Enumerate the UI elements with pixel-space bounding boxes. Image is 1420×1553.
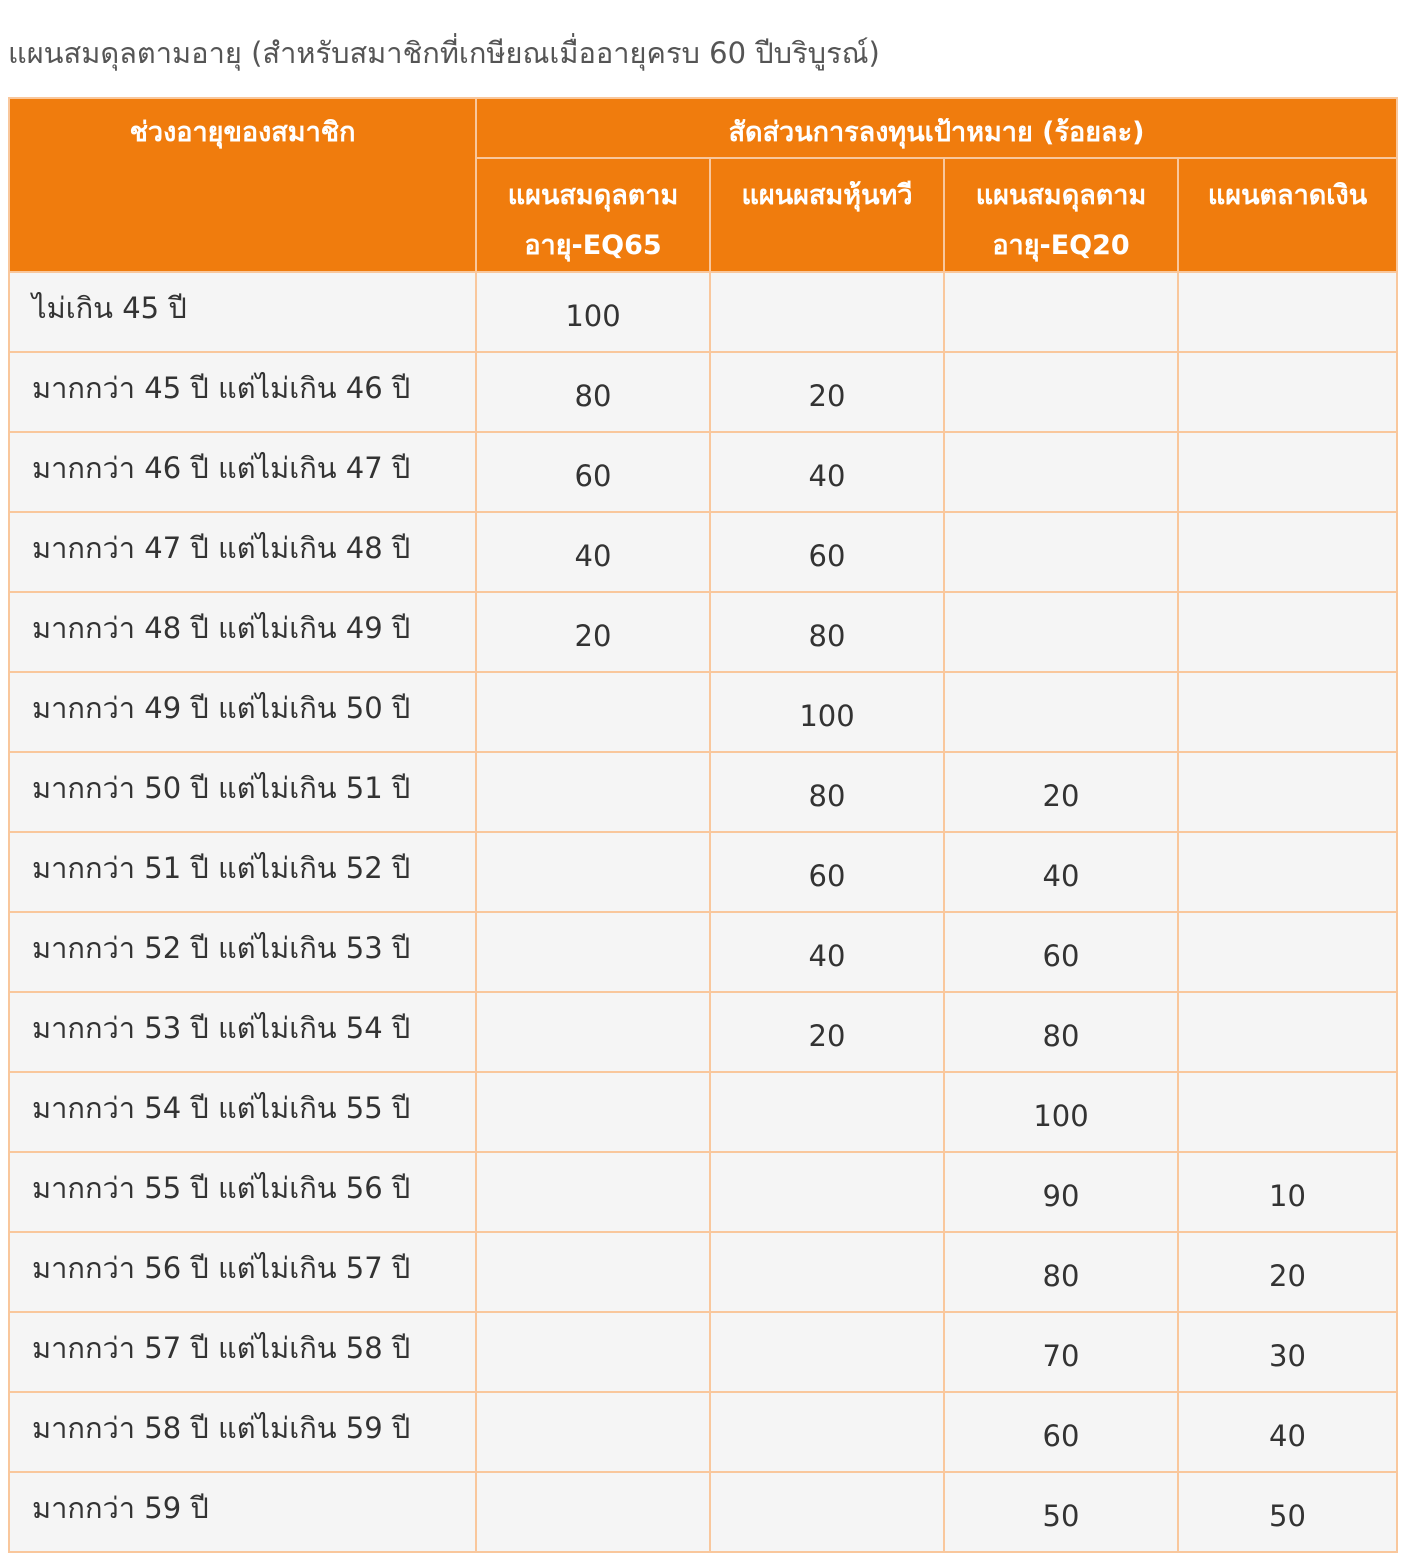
table-caption: แผนสมดุลตามอายุ (สำหรับสมาชิกที่เกษียณเมื่ออายุครบ 60 ปีบริบูรณ์): [8, 36, 880, 70]
allocation-cell-eq65: [476, 752, 710, 832]
table-row: [9, 512, 1397, 592]
table-row: [9, 352, 1397, 432]
allocation-cell-equity: 20: [710, 352, 944, 432]
allocation-cell-eq20: 70: [944, 1312, 1178, 1392]
allocation-cell-equity: [710, 1472, 944, 1552]
allocation-cell-eq65: [476, 1312, 710, 1392]
age-range-cell: มากกว่า 53 ปี แต่ไม่เกิน 54 ปี: [9, 992, 476, 1072]
age-range-cell: มากกว่า 49 ปี แต่ไม่เกิน 50 ปี: [9, 672, 476, 752]
allocation-cell-money-market: [1178, 592, 1397, 672]
allocation-cell-eq20: [944, 432, 1178, 512]
table-row: [9, 432, 1397, 512]
age-range-cell: มากกว่า 58 ปี แต่ไม่เกิน 59 ปี: [9, 1392, 476, 1472]
plan-header-eq20: แผนสมดุลตามอายุ-EQ20: [944, 158, 1178, 272]
allocation-cell-money-market: [1178, 912, 1397, 992]
table-row: [9, 1312, 1397, 1392]
allocation-cell-equity: 40: [710, 432, 944, 512]
allocation-cell-equity: 40: [710, 912, 944, 992]
allocation-cell-equity: 80: [710, 752, 944, 832]
age-range-cell: มากกว่า 56 ปี แต่ไม่เกิน 57 ปี: [9, 1232, 476, 1312]
age-range-cell: มากกว่า 45 ปี แต่ไม่เกิน 46 ปี: [9, 352, 476, 432]
allocation-cell-equity: 60: [710, 832, 944, 912]
allocation-cell-money-market: 20: [1178, 1232, 1397, 1312]
allocation-cell-equity: 100: [710, 672, 944, 752]
allocation-cell-money-market: [1178, 352, 1397, 432]
age-range-cell: ไม่เกิน 45 ปี: [9, 272, 476, 352]
allocation-cell-money-market: [1178, 432, 1397, 512]
allocation-cell-money-market: [1178, 752, 1397, 832]
allocation-cell-eq20: 90: [944, 1152, 1178, 1232]
allocation-cell-equity: 20: [710, 992, 944, 1072]
allocation-cell-money-market: [1178, 672, 1397, 752]
age-range-cell: มากกว่า 46 ปี แต่ไม่เกิน 47 ปี: [9, 432, 476, 512]
allocation-cell-money-market: [1178, 512, 1397, 592]
age-range-cell: มากกว่า 47 ปี แต่ไม่เกิน 48 ปี: [9, 512, 476, 592]
allocation-cell-eq65: 100: [476, 272, 710, 352]
table-row: [9, 912, 1397, 992]
allocation-cell-eq65: 80: [476, 352, 710, 432]
allocation-cell-equity: [710, 1232, 944, 1312]
allocation-cell-eq20: 20: [944, 752, 1178, 832]
allocation-cell-eq20: 50: [944, 1472, 1178, 1552]
allocation-cell-eq65: [476, 1072, 710, 1152]
allocation-cell-equity: 80: [710, 592, 944, 672]
plan-header-equity: แผนผสมหุ้นทวี: [710, 158, 944, 272]
plan-header-money-market: แผนตลาดเงิน: [1178, 158, 1397, 272]
age-range-cell: มากกว่า 57 ปี แต่ไม่เกิน 58 ปี: [9, 1312, 476, 1392]
allocation-cell-equity: [710, 1072, 944, 1152]
allocation-cell-money-market: [1178, 272, 1397, 352]
age-range-header: ช่วงอายุของสมาชิก: [9, 98, 476, 272]
table-row: [9, 272, 1397, 352]
allocation-cell-eq65: 60: [476, 432, 710, 512]
allocation-cell-eq65: [476, 1232, 710, 1312]
allocation-cell-eq20: [944, 672, 1178, 752]
allocation-cell-eq65: 40: [476, 512, 710, 592]
allocation-cell-eq65: [476, 992, 710, 1072]
allocation-cell-equity: [710, 1152, 944, 1232]
allocation-cell-eq65: [476, 832, 710, 912]
table-row: [9, 1392, 1397, 1472]
age-range-cell: มากกว่า 52 ปี แต่ไม่เกิน 53 ปี: [9, 912, 476, 992]
table-row: [9, 1472, 1397, 1552]
allocation-cell-equity: [710, 272, 944, 352]
allocation-cell-eq65: [476, 672, 710, 752]
allocation-cell-money-market: [1178, 832, 1397, 912]
age-range-cell: มากกว่า 50 ปี แต่ไม่เกิน 51 ปี: [9, 752, 476, 832]
allocation-cell-eq20: 80: [944, 992, 1178, 1072]
allocation-cell-money-market: 30: [1178, 1312, 1397, 1392]
allocation-cell-eq20: [944, 352, 1178, 432]
table-row: [9, 1072, 1397, 1152]
allocation-cell-eq20: [944, 272, 1178, 352]
allocation-cell-equity: [710, 1312, 944, 1392]
table-row: [9, 672, 1397, 752]
table-row: [9, 1232, 1397, 1312]
allocation-cell-eq20: 80: [944, 1232, 1178, 1312]
allocation-cell-eq65: [476, 912, 710, 992]
allocation-cell-eq20: [944, 512, 1178, 592]
age-range-cell: มากกว่า 54 ปี แต่ไม่เกิน 55 ปี: [9, 1072, 476, 1152]
allocation-cell-eq20: [944, 592, 1178, 672]
age-range-cell: มากกว่า 51 ปี แต่ไม่เกิน 52 ปี: [9, 832, 476, 912]
allocation-cell-eq65: [476, 1152, 710, 1232]
allocation-cell-money-market: 10: [1178, 1152, 1397, 1232]
allocation-cell-money-market: [1178, 1072, 1397, 1152]
allocation-cell-eq65: [476, 1392, 710, 1472]
allocation-cell-money-market: [1178, 992, 1397, 1072]
table-row: [9, 992, 1397, 1072]
allocation-cell-eq20: 40: [944, 832, 1178, 912]
plan-header-eq65: แผนสมดุลตามอายุ-EQ65: [476, 158, 710, 272]
table-row: [9, 1152, 1397, 1232]
allocation-cell-eq20: 100: [944, 1072, 1178, 1152]
allocation-cell-equity: 60: [710, 512, 944, 592]
allocation-cell-money-market: 50: [1178, 1472, 1397, 1552]
table-row: [9, 752, 1397, 832]
allocation-cell-eq65: 20: [476, 592, 710, 672]
table-row: [9, 832, 1397, 912]
allocation-cell-eq20: 60: [944, 1392, 1178, 1472]
allocation-cell-eq20: 60: [944, 912, 1178, 992]
allocation-cell-equity: [710, 1392, 944, 1472]
age-range-cell: มากกว่า 59 ปี: [9, 1472, 476, 1552]
allocation-header: สัดส่วนการลงทุนเป้าหมาย (ร้อยละ): [476, 98, 1397, 158]
table-body: [9, 272, 1397, 1552]
allocation-table: [8, 97, 1398, 1553]
age-range-cell: มากกว่า 55 ปี แต่ไม่เกิน 56 ปี: [9, 1152, 476, 1232]
age-range-cell: มากกว่า 48 ปี แต่ไม่เกิน 49 ปี: [9, 592, 476, 672]
allocation-cell-eq65: [476, 1472, 710, 1552]
allocation-cell-money-market: 40: [1178, 1392, 1397, 1472]
table-row: [9, 592, 1397, 672]
